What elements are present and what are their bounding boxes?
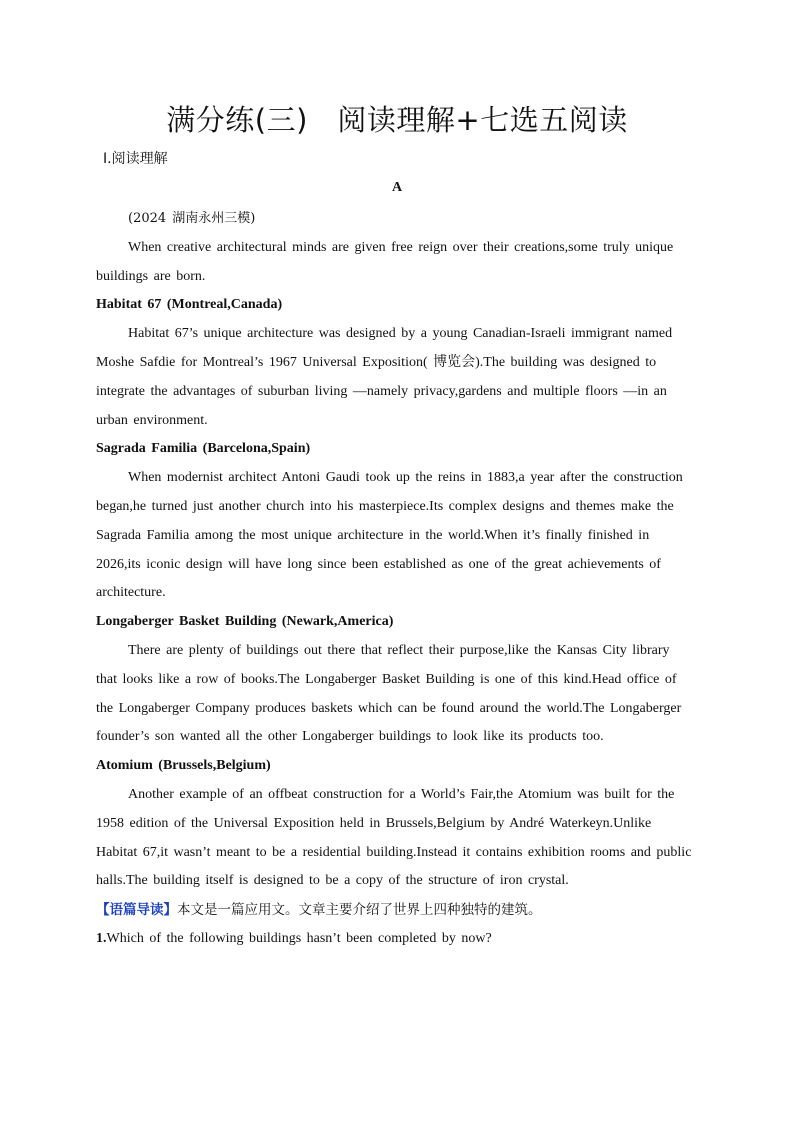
- passage-body: [96, 205, 696, 954]
- guide-text: 本文是一篇应用文。文章主要介绍了世界上四种独特的建筑。: [177, 902, 542, 919]
- guide-tag: 【语篇导读】: [96, 902, 177, 919]
- intro-paragraph: When creative architectural minds are given free reign over their creations,some truly unique buildings are born.: [96, 239, 674, 284]
- building-description: There are plenty of buildings out there that reflect their purpose,like the Kansas City library that looks like a row of books.The Longaberger Basket Building is one of this kind.Head office of the Longaberger Company produces baskets which can be found around the world.The Longaberger founder’s son wanted all the other Longaberger buildings to look like its products too.: [96, 642, 682, 745]
- building-location: (Brussels,Belgium): [158, 758, 271, 774]
- question-number: 1.: [96, 930, 107, 946]
- building-name: Sagrada Familia: [96, 441, 198, 457]
- building-heading: [96, 291, 696, 320]
- building-description: Habitat 67’s unique architecture was designed by a young Canadian-Israeli immigrant named Moshe Safdie for Montreal’s 1967 Universal Exposition( 博览会).The building was designed to integrate the advantages of suburban living —namely privacy,gardens and multiple floors —in an urban environment.: [96, 326, 673, 428]
- passage-source: (2024 湖南永州三模): [128, 211, 256, 226]
- building-location: (Montreal,Canada): [166, 297, 283, 313]
- building-description: When modernist architect Antoni Gaudi took up the reins in 1883,a year after the construction began,he turned just another church into his masterpiece.Its complex designs and themes make the Sagrada Familia among the most unique architecture in the world.When it’s finally finished in 2026,its iconic design will have long since been established as one of the great achievements of architecture.: [96, 470, 683, 601]
- question-text: Which of the following buildings hasn’t been completed by now?: [106, 930, 492, 946]
- building-heading: [96, 435, 696, 464]
- building-heading: [96, 608, 696, 637]
- building-location: (Newark,America): [281, 614, 394, 630]
- passage-letter: A: [391, 180, 403, 195]
- building-name: Atomium: [96, 758, 153, 774]
- building-description: Another example of an offbeat construction for a World’s Fair,the Atomium was built for the 1958 edition of the Universal Exposition held in Brussels,Belgium by André Waterkeyn.Unlike Habitat 67,it wasn’t meant to be a residential building.Instead it contains exhibition rooms and public halls.The building itself is designed to be a copy of the structure of iron crystal.: [96, 786, 692, 889]
- page-title: 满分练(三) 阅读理解+七选五阅读: [166, 103, 628, 137]
- building-name: Habitat 67: [96, 297, 162, 313]
- building-heading: [96, 752, 696, 781]
- question-item: [96, 925, 696, 954]
- building-location: (Barcelona,Spain): [202, 441, 311, 457]
- section-heading: Ⅰ.阅读理解: [103, 151, 168, 167]
- building-name: Longaberger Basket Building: [96, 614, 277, 630]
- passage-guide: [96, 896, 696, 925]
